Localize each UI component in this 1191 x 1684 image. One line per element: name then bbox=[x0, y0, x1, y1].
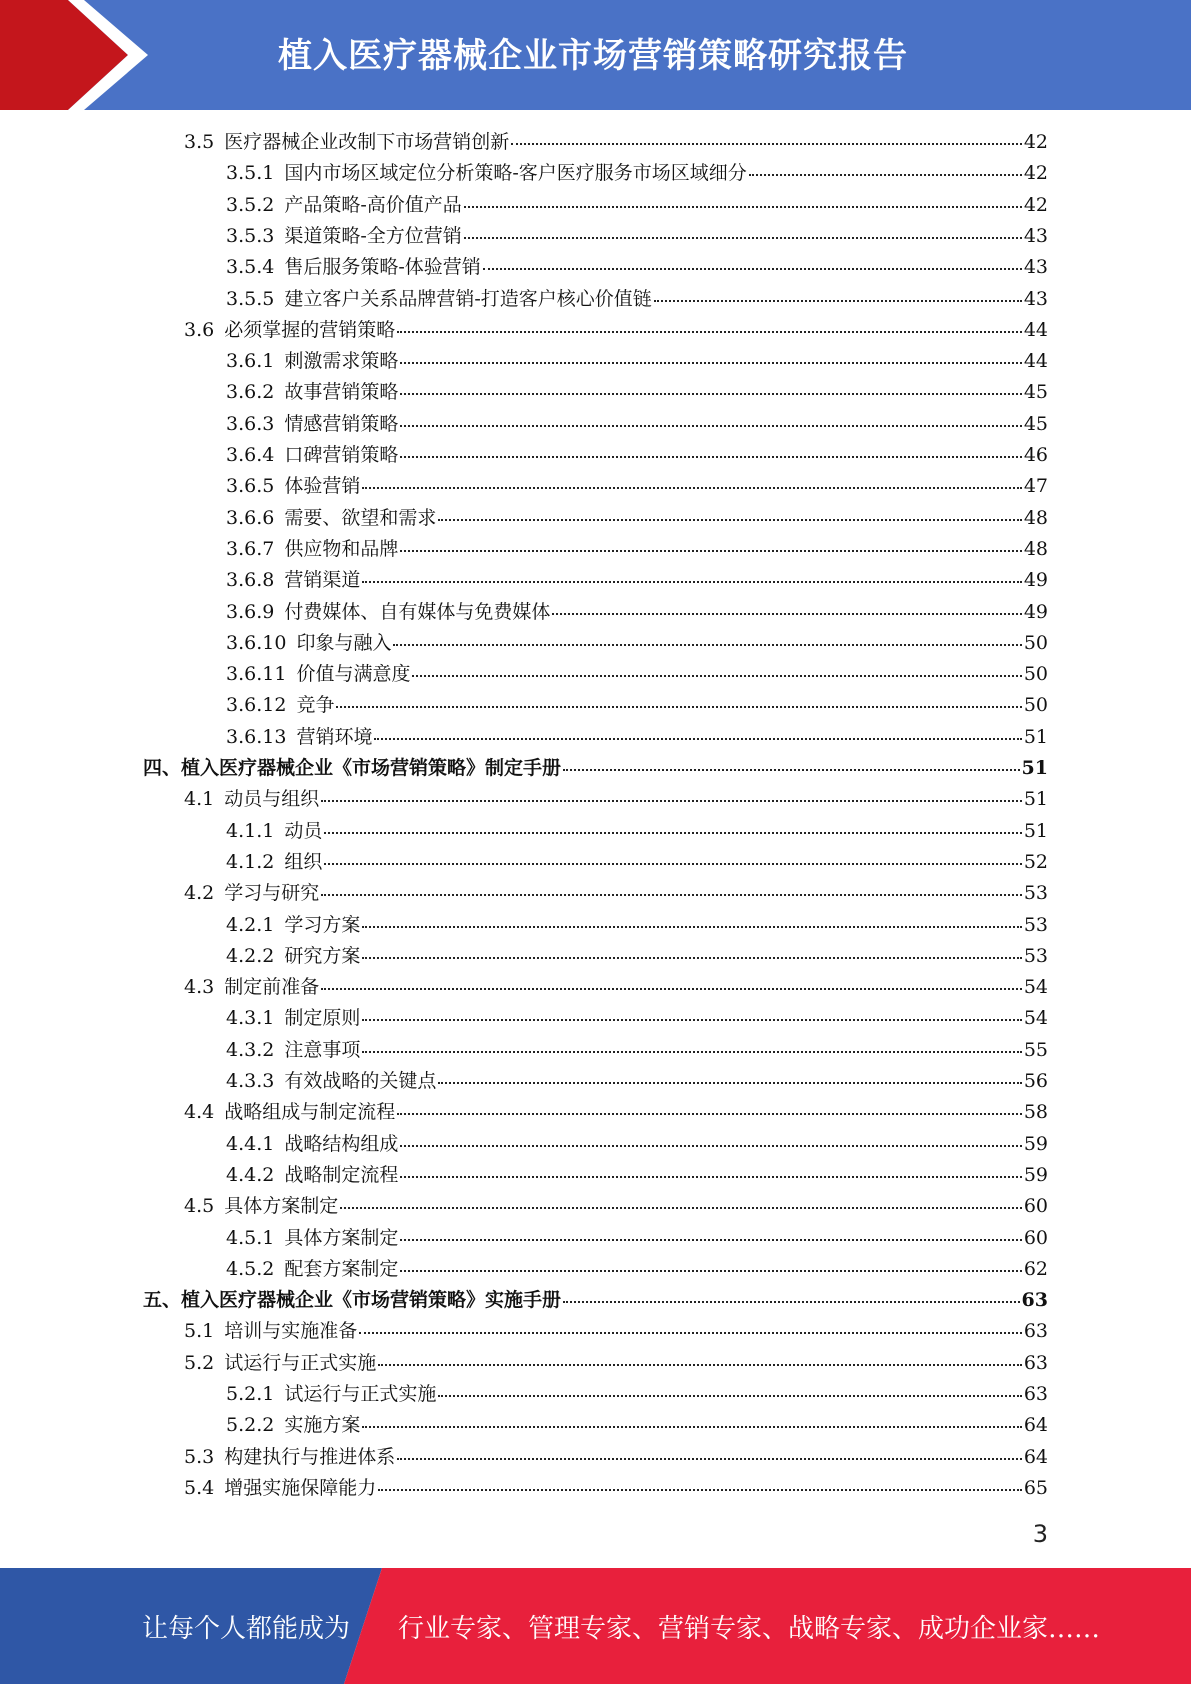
toc-dot-leader bbox=[412, 675, 1021, 677]
toc-entry-title: 战略制定流程 bbox=[284, 1163, 399, 1186]
toc-entry-page: 63 bbox=[1021, 1289, 1048, 1312]
toc-entry-number: 4.5.1 bbox=[226, 1226, 275, 1249]
toc-entry-title: 制定原则 bbox=[284, 1007, 361, 1030]
toc-entry-number: 3.5.4 bbox=[226, 256, 275, 279]
toc-entry-number: 4.4.2 bbox=[226, 1163, 275, 1186]
toc-dot-leader bbox=[400, 1145, 1021, 1147]
toc-entry-number: 五、 bbox=[143, 1289, 182, 1312]
toc-entry-number: 4.3.2 bbox=[226, 1038, 275, 1061]
toc-entry[interactable] bbox=[226, 910, 1048, 941]
toc-dot-leader bbox=[378, 1364, 1022, 1366]
toc-entry-page: 42 bbox=[1023, 131, 1048, 153]
toc-dot-leader bbox=[400, 425, 1021, 427]
toc-dot-leader bbox=[563, 1301, 1020, 1303]
toc-entry-page: 48 bbox=[1023, 506, 1048, 529]
toc-entry-page: 64 bbox=[1023, 1414, 1048, 1437]
page-footer bbox=[0, 1568, 1191, 1684]
toc-entry[interactable] bbox=[226, 252, 1048, 283]
toc-entry-number: 4.1.1 bbox=[226, 819, 275, 842]
toc-entry[interactable] bbox=[184, 1316, 1048, 1347]
toc-entry[interactable] bbox=[226, 597, 1048, 628]
toc-entry-title: 学习方案 bbox=[284, 913, 361, 936]
toc-dot-leader bbox=[340, 1207, 1022, 1209]
toc-entry-page: 50 bbox=[1023, 663, 1048, 686]
toc-entry-number: 4.1.2 bbox=[226, 850, 275, 873]
toc-entry-number: 4.2.2 bbox=[226, 944, 275, 967]
toc-entry-page: 44 bbox=[1023, 350, 1048, 373]
toc-entry-number: 3.6.5 bbox=[226, 475, 275, 498]
toc-entry-page: 59 bbox=[1023, 1163, 1048, 1186]
toc-entry-title: 培训与实施准备 bbox=[224, 1320, 358, 1343]
toc-dot-leader bbox=[438, 1082, 1021, 1084]
toc-entry[interactable] bbox=[226, 722, 1048, 753]
toc-entry-page: 51 bbox=[1023, 725, 1048, 748]
toc-entry-title: 国内市场区域定位分析策略-客户医疗服务市场区域细分 bbox=[284, 162, 747, 185]
toc-entry-number: 4.1 bbox=[184, 788, 215, 811]
toc-dot-leader bbox=[400, 1239, 1021, 1241]
toc-entry-title: 有效战略的关键点 bbox=[284, 1070, 437, 1092]
toc-entry-title: 售后服务策略-体验营销 bbox=[284, 256, 481, 279]
toc-entry-page: 49 bbox=[1023, 569, 1048, 592]
toc-entry-title: 医疗器械企业改制下市场营销创新 bbox=[224, 131, 510, 153]
toc-entry-page: 64 bbox=[1023, 1445, 1048, 1468]
toc-entry-page: 51 bbox=[1023, 788, 1048, 811]
toc-entry-title: 植入医疗器械企业《市场营销策略》实施手册 bbox=[181, 1289, 562, 1312]
toc-entry-page: 52 bbox=[1023, 850, 1048, 873]
toc-entry[interactable] bbox=[226, 1003, 1048, 1034]
page-header bbox=[0, 0, 1191, 110]
toc-entry-page: 43 bbox=[1023, 287, 1048, 310]
toc-entry[interactable] bbox=[226, 1066, 1048, 1097]
toc-entry-title: 情感营销策略 bbox=[284, 412, 399, 435]
toc-entry[interactable] bbox=[226, 503, 1048, 534]
toc-entry[interactable] bbox=[226, 659, 1048, 690]
toc-entry-number: 3.6.11 bbox=[226, 663, 287, 686]
toc-entry-number: 4.2.1 bbox=[226, 913, 275, 936]
toc-dot-leader bbox=[362, 1426, 1021, 1428]
toc-dot-leader bbox=[324, 832, 1021, 834]
footer-slogan-right: 行业专家、管理专家、营销专家、战略专家、成功企业家…… bbox=[398, 1614, 1101, 1644]
toc-entry-number: 3.6.13 bbox=[226, 725, 287, 748]
toc-entry-number: 3.6.8 bbox=[226, 569, 275, 592]
toc-entry-number: 5.3 bbox=[184, 1445, 215, 1468]
toc-entry-title: 供应物和品牌 bbox=[284, 537, 399, 560]
toc-entry-page: 53 bbox=[1023, 882, 1048, 905]
toc-entry-number: 3.6.7 bbox=[226, 537, 275, 560]
toc-entry[interactable] bbox=[226, 690, 1048, 721]
toc-entry-number: 4.4 bbox=[184, 1101, 215, 1124]
toc-entry-page: 53 bbox=[1023, 913, 1048, 936]
toc-entry-title: 产品策略-高价值产品 bbox=[284, 193, 462, 216]
toc-entry-title: 口碑营销策略 bbox=[284, 444, 399, 466]
toc-entry-title: 注意事项 bbox=[284, 1038, 361, 1061]
toc-dot-leader bbox=[393, 644, 1021, 646]
toc-entry-number: 4.3.3 bbox=[226, 1070, 275, 1092]
toc-dot-leader bbox=[400, 550, 1021, 552]
toc-entry-title: 渠道策略-全方位营销 bbox=[284, 224, 462, 247]
toc-entry[interactable] bbox=[143, 1285, 1048, 1316]
toc-entry[interactable] bbox=[226, 190, 1048, 221]
toc-entry[interactable] bbox=[226, 534, 1048, 565]
toc-entry-number: 4.3 bbox=[184, 976, 215, 999]
toc-entry-title: 体验营销 bbox=[284, 475, 361, 498]
toc-dot-leader bbox=[359, 1332, 1022, 1334]
toc-dot-leader bbox=[324, 863, 1021, 865]
toc-entry[interactable] bbox=[184, 1097, 1048, 1128]
toc-entry[interactable] bbox=[184, 878, 1048, 909]
toc-entry-title: 研究方案 bbox=[284, 944, 361, 967]
toc-entry-page: 45 bbox=[1023, 381, 1048, 404]
toc-entry[interactable] bbox=[226, 1035, 1048, 1066]
toc-entry[interactable] bbox=[226, 628, 1048, 659]
toc-entry-title: 试运行与正式实施 bbox=[224, 1351, 377, 1374]
toc-entry-page: 43 bbox=[1023, 224, 1048, 247]
toc-entry-title: 实施方案 bbox=[284, 1414, 361, 1437]
toc-entry-number: 3.6.3 bbox=[226, 412, 275, 435]
toc-entry-page: 58 bbox=[1023, 1101, 1048, 1124]
toc-entry-page: 54 bbox=[1023, 976, 1048, 999]
toc-entry[interactable] bbox=[226, 158, 1048, 189]
toc-entry-page: 44 bbox=[1023, 318, 1048, 341]
toc-entry-page: 63 bbox=[1023, 1320, 1048, 1343]
toc-dot-leader bbox=[400, 362, 1021, 364]
toc-entry-page: 62 bbox=[1023, 1257, 1048, 1280]
toc-entry-page: 60 bbox=[1023, 1226, 1048, 1249]
toc-entry-page: 47 bbox=[1023, 475, 1048, 498]
toc-entry-title: 必须掌握的营销策略 bbox=[224, 318, 396, 341]
toc-entry-title: 战略组成与制定流程 bbox=[224, 1101, 396, 1124]
toc-entry-page: 49 bbox=[1023, 600, 1048, 623]
toc-dot-leader bbox=[400, 393, 1021, 395]
toc-entry[interactable] bbox=[226, 847, 1048, 878]
toc-entry-number: 四、 bbox=[143, 757, 182, 779]
toc-entry[interactable] bbox=[226, 1410, 1048, 1441]
toc-dot-leader bbox=[362, 1019, 1021, 1021]
toc-entry-title: 价值与满意度 bbox=[296, 663, 411, 686]
toc-entry-number: 3.5.2 bbox=[226, 193, 275, 216]
toc-entry[interactable] bbox=[226, 816, 1048, 847]
toc-entry-page: 42 bbox=[1023, 193, 1048, 216]
toc-entry-title: 刺激需求策略 bbox=[284, 350, 399, 373]
toc-entry[interactable] bbox=[184, 1473, 1048, 1504]
toc-entry-number: 3.6.10 bbox=[226, 631, 287, 654]
toc-dot-leader bbox=[336, 706, 1021, 708]
toc-entry-number: 3.5 bbox=[184, 131, 215, 153]
toc-entry-number: 3.6.4 bbox=[226, 444, 275, 466]
toc-dot-leader bbox=[362, 487, 1021, 489]
toc-dot-leader bbox=[400, 1270, 1021, 1272]
toc-dot-leader bbox=[397, 1458, 1022, 1460]
toc-entry[interactable] bbox=[184, 972, 1048, 1003]
report-title: 植入医疗器械企业市场营销策略研究报告 bbox=[278, 36, 908, 76]
toc-dot-leader bbox=[362, 1051, 1021, 1053]
toc-entry[interactable] bbox=[226, 440, 1048, 471]
toc-entry[interactable] bbox=[184, 784, 1048, 815]
toc-entry[interactable] bbox=[226, 1160, 1048, 1191]
toc-entry-page: 54 bbox=[1023, 1007, 1048, 1030]
toc-entry-number: 3.6.9 bbox=[226, 600, 275, 623]
toc-entry-number: 3.6.6 bbox=[226, 506, 275, 529]
toc-entry-number: 3.5.5 bbox=[226, 287, 275, 310]
toc-entry-title: 竞争 bbox=[296, 694, 335, 717]
toc-entry-title: 配套方案制定 bbox=[284, 1257, 399, 1280]
toc-entry-page: 65 bbox=[1023, 1476, 1048, 1499]
toc-dot-leader bbox=[552, 613, 1021, 615]
toc-dot-leader bbox=[378, 1489, 1022, 1491]
toc-dot-leader bbox=[483, 268, 1022, 270]
toc-entry-page: 60 bbox=[1023, 1195, 1048, 1218]
toc-entry-title: 植入医疗器械企业《市场营销策略》制定手册 bbox=[181, 757, 562, 779]
toc-entry[interactable] bbox=[226, 1254, 1048, 1285]
toc-entry[interactable] bbox=[184, 1191, 1048, 1222]
toc-entry-number: 3.6 bbox=[184, 318, 215, 341]
toc-entry-page: 42 bbox=[1023, 162, 1048, 185]
toc-entry-title: 动员与组织 bbox=[224, 788, 320, 811]
toc-entry-page: 46 bbox=[1023, 444, 1048, 466]
toc-entry-page: 51 bbox=[1023, 819, 1048, 842]
toc-entry-title: 试运行与正式实施 bbox=[284, 1383, 437, 1405]
toc-entry-page: 59 bbox=[1023, 1132, 1048, 1155]
toc-entry-number: 5.4 bbox=[184, 1476, 215, 1499]
toc-entry[interactable] bbox=[226, 221, 1048, 252]
toc-entry-title: 组织 bbox=[284, 850, 323, 873]
toc-dot-leader bbox=[397, 1113, 1022, 1115]
toc-dot-leader bbox=[397, 331, 1022, 333]
toc-entry-title: 付费媒体、自有媒体与免费媒体 bbox=[284, 600, 551, 623]
toc-entry-number: 4.2 bbox=[184, 882, 215, 905]
toc-entry-number: 4.5 bbox=[184, 1195, 215, 1218]
toc-entry[interactable] bbox=[184, 315, 1048, 346]
toc-entry-title: 具体方案制定 bbox=[224, 1195, 339, 1218]
toc-entry-title: 具体方案制定 bbox=[284, 1226, 399, 1249]
toc-entry-number: 4.4.1 bbox=[226, 1132, 275, 1155]
toc-entry[interactable] bbox=[226, 941, 1048, 972]
toc-dot-leader bbox=[438, 519, 1021, 521]
toc-entry-page: 45 bbox=[1023, 412, 1048, 435]
page-number: 3 bbox=[1032, 1520, 1048, 1548]
toc-entry-title: 增强实施保障能力 bbox=[224, 1476, 377, 1499]
toc-entry-page: 53 bbox=[1023, 944, 1048, 967]
toc-entry[interactable] bbox=[184, 1442, 1048, 1473]
toc-entry[interactable] bbox=[226, 409, 1048, 440]
toc-entry-title: 学习与研究 bbox=[224, 882, 320, 905]
toc-dot-leader bbox=[362, 926, 1021, 928]
toc-entry-title: 印象与融入 bbox=[296, 631, 392, 654]
toc-entry-title: 建立客户关系品牌营销-打造客户核心价值链 bbox=[284, 287, 652, 310]
toc-dot-leader bbox=[464, 206, 1022, 208]
toc-entry-title: 营销渠道 bbox=[284, 569, 361, 592]
toc-entry[interactable] bbox=[226, 346, 1048, 377]
toc-entry-title: 制定前准备 bbox=[224, 976, 320, 999]
toc-entry-number: 4.5.2 bbox=[226, 1257, 275, 1280]
toc-entry[interactable] bbox=[226, 1379, 1048, 1410]
toc-entry-page: 43 bbox=[1023, 256, 1048, 279]
toc-entry-number: 3.5.3 bbox=[226, 224, 275, 247]
toc-entry-page: 56 bbox=[1023, 1070, 1048, 1092]
toc-entry-number: 5.2 bbox=[184, 1351, 215, 1374]
toc-entry-page: 63 bbox=[1023, 1351, 1048, 1374]
toc-entry[interactable] bbox=[226, 284, 1048, 315]
toc-dot-leader bbox=[321, 800, 1022, 802]
toc-entry[interactable] bbox=[143, 753, 1048, 784]
toc-entry-number: 3.6.12 bbox=[226, 694, 287, 717]
toc-entry[interactable] bbox=[226, 1223, 1048, 1254]
toc-dot-leader bbox=[321, 988, 1022, 990]
toc-dot-leader bbox=[749, 174, 1022, 176]
toc-dot-leader bbox=[464, 237, 1022, 239]
toc-entry-number: 5.1 bbox=[184, 1320, 215, 1343]
toc-dot-leader bbox=[374, 738, 1021, 740]
toc-entry-number: 5.2.2 bbox=[226, 1414, 275, 1437]
toc-entry-title: 构建执行与推进体系 bbox=[224, 1445, 396, 1468]
toc-dot-leader bbox=[321, 894, 1022, 896]
toc-entry-number: 4.3.1 bbox=[226, 1007, 275, 1030]
toc-dot-leader bbox=[400, 456, 1021, 458]
toc-entry-page: 50 bbox=[1023, 694, 1048, 717]
toc-dot-leader bbox=[511, 143, 1022, 145]
toc-entry-title: 营销环境 bbox=[296, 725, 373, 748]
toc-entry-title: 动员 bbox=[284, 819, 323, 842]
toc-dot-leader bbox=[362, 957, 1021, 959]
toc-entry-page: 55 bbox=[1023, 1038, 1048, 1061]
toc-entry[interactable] bbox=[226, 471, 1048, 502]
toc-entry-title: 需要、欲望和需求 bbox=[284, 506, 437, 529]
toc-dot-leader bbox=[400, 1176, 1021, 1178]
toc-entry-number: 3.5.1 bbox=[226, 162, 275, 185]
toc-dot-leader bbox=[438, 1395, 1021, 1397]
footer-slogan-left: 让每个人都能成为 bbox=[142, 1614, 351, 1644]
toc-entry-page: 48 bbox=[1023, 537, 1048, 560]
toc-entry[interactable] bbox=[226, 1129, 1048, 1160]
toc-entry-title: 战略结构组成 bbox=[284, 1132, 399, 1155]
toc-entry-page: 63 bbox=[1023, 1383, 1048, 1405]
toc-entry[interactable] bbox=[184, 1348, 1048, 1379]
toc-dot-leader bbox=[362, 581, 1021, 583]
toc-entry-title: 故事营销策略 bbox=[284, 381, 399, 404]
toc-entry[interactable] bbox=[226, 377, 1048, 408]
toc-entry-number: 5.2.1 bbox=[226, 1383, 275, 1405]
toc-dot-leader bbox=[654, 300, 1022, 302]
toc-entry-number: 3.6.1 bbox=[226, 350, 275, 373]
toc-entry-page: 50 bbox=[1023, 631, 1048, 654]
toc-entry[interactable] bbox=[226, 565, 1048, 596]
toc-entry-page: 51 bbox=[1021, 757, 1048, 779]
toc-entry-number: 3.6.2 bbox=[226, 381, 275, 404]
toc-dot-leader bbox=[563, 769, 1020, 771]
toc-entry[interactable] bbox=[184, 127, 1048, 158]
